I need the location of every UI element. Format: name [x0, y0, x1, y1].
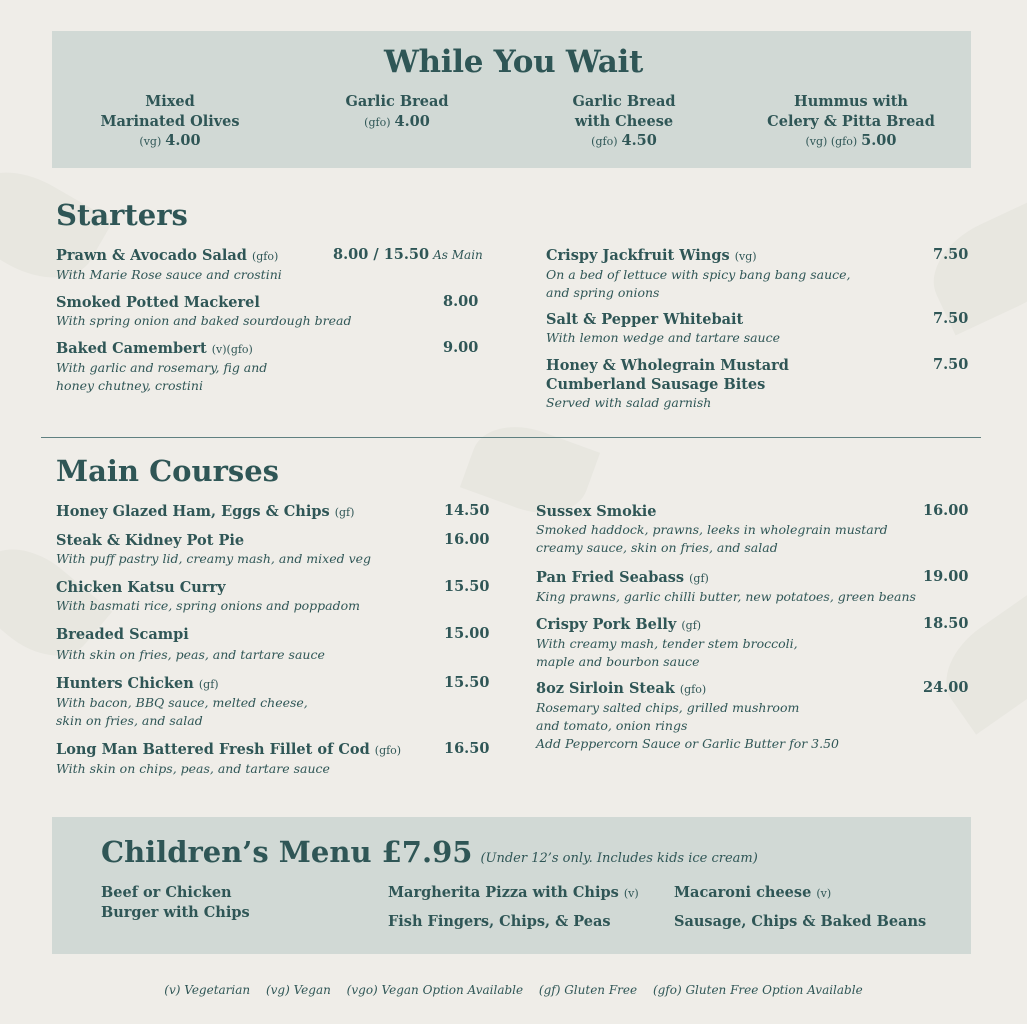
dietary-note: (vg): [734, 250, 757, 263]
menu-item: [56, 740, 401, 778]
item-price: 7.50: [933, 310, 969, 327]
menu-item: [56, 339, 267, 395]
wait-item-price: 4.50: [621, 132, 657, 149]
item-name: Hunters Chicken: [56, 675, 194, 692]
item-description: creamy sauce, skin on fries, and salad: [536, 540, 778, 555]
item-name: Honey & Wholegrain Mustard: [546, 357, 789, 374]
item-description: With skin on fries, peas, and tartare sauce: [56, 647, 325, 662]
legend-item: (v) Vegetarian: [164, 983, 251, 997]
item-name: Crispy Jackfruit Wings: [546, 247, 730, 264]
item-description: Smoked haddock, prawns, leeks in wholegrain mustard: [536, 522, 888, 537]
menu-item: [536, 679, 839, 753]
dietary-note: (gf): [689, 572, 709, 585]
legend-item: (gfo) Gluten Free Option Available: [652, 983, 863, 997]
menu-item: [546, 246, 851, 302]
menu-item: [536, 615, 798, 671]
item-price: 8.00: [443, 293, 479, 310]
item-description: With puff pastry lid, creamy mash, and mixed veg: [56, 551, 372, 566]
dietary-note: (v): [816, 887, 832, 900]
dietary-note: (gf): [198, 678, 219, 691]
childrens-menu-title: [101, 835, 758, 869]
item-price: 15.50: [444, 674, 490, 691]
item-price: 18.50: [923, 615, 969, 632]
kids-item: [388, 912, 611, 932]
item-price: 16.00: [444, 531, 490, 548]
section-divider: [41, 437, 981, 438]
item-price: 7.50: [933, 356, 969, 373]
menu-item: [56, 293, 352, 330]
item-description: With garlic and rosemary, fig and: [56, 360, 268, 375]
menu-item: [56, 674, 308, 730]
item-name: Sussex Smokie: [536, 503, 657, 520]
dietary-note: (gfo): [591, 135, 618, 148]
item-description: and tomato, onion rings: [536, 718, 688, 733]
dietary-note: (vg): [139, 135, 162, 148]
item-name: 8oz Sirloin Steak: [536, 680, 675, 697]
starters-title: Starters: [56, 198, 188, 232]
item-description: Rosemary salted chips, grilled mushroom: [536, 700, 800, 715]
menu-item: [546, 356, 789, 412]
item-description: Add Peppercorn Sauce or Garlic Butter for 3.50: [536, 736, 840, 751]
dietary-note: (gf): [334, 506, 355, 519]
kids-item-name: Fish Fingers, Chips, & Peas: [388, 913, 611, 930]
menu-item: [56, 502, 354, 522]
menu-item: [56, 578, 360, 615]
item-price: 15.00: [444, 625, 490, 642]
item-name: Breaded Scampi: [56, 626, 189, 643]
kids-item-name: Beef or Chicken: [101, 884, 232, 901]
menu-item: [56, 531, 371, 568]
kids-item: [674, 912, 926, 932]
kids-item-name: Macaroni cheese: [674, 884, 812, 901]
item-description: With creamy mash, tender stem broccoli,: [536, 636, 798, 651]
item-name: Baked Camembert: [56, 340, 207, 357]
wait-item-garlic-bread: [282, 92, 512, 132]
dietary-note: (gfo): [374, 744, 402, 757]
menu-item: [56, 625, 325, 664]
item-name: Salt & Pepper Whitebait: [546, 311, 744, 328]
item-description: With Marie Rose sauce and crostini: [56, 267, 282, 282]
dietary-note: (gf): [681, 619, 702, 632]
item-name: Chicken Katsu Curry: [56, 579, 226, 596]
wait-item-price: 4.00: [394, 112, 430, 130]
kids-item: [674, 883, 831, 904]
wait-item-name: with Cheese: [574, 112, 674, 130]
item-description: maple and bourbon sauce: [536, 654, 700, 669]
kids-item-name: Margherita Pizza with Chips: [388, 884, 619, 901]
item-description: King prawns, garlic chilli butter, new potatoes, green beans: [536, 589, 916, 604]
kids-item-name: Burger with Chips: [101, 903, 250, 921]
item-description: and spring onions: [546, 285, 660, 300]
as-main-note: As Main: [433, 248, 483, 262]
item-description: With bacon, BBQ sauce, melted cheese,: [56, 695, 308, 710]
dietary-note: (gfo): [364, 115, 391, 129]
menu-item: [546, 310, 780, 347]
childrens-menu-note: (Under 12’s only. Includes kids ice cream): [480, 851, 758, 866]
wait-item-olives: [55, 92, 285, 152]
wait-item-hummus: [736, 92, 966, 152]
item-name: Steak & Kidney Pot Pie: [56, 532, 245, 549]
wait-item-name: Garlic Bread: [572, 93, 676, 110]
wait-item-price: 4.00: [165, 132, 201, 149]
menu-item: [536, 568, 916, 606]
kids-item-name: Sausage, Chips & Baked Beans: [674, 913, 927, 930]
legend-item: (vg) Vegan: [265, 983, 331, 997]
wait-item-name: Hummus with: [794, 93, 908, 110]
legend-item: (gf) Gluten Free: [538, 983, 638, 997]
item-price: 14.50: [444, 502, 490, 519]
item-price: 24.00: [923, 679, 969, 696]
dietary-note: (gfo): [679, 683, 707, 696]
main-courses-title: Main Courses: [56, 454, 279, 488]
wait-item-name: Garlic Bread: [345, 93, 449, 110]
item-description: With skin on chips, peas, and tartare sauce: [56, 761, 330, 776]
legend-item: (vgo) Vegan Option Available: [346, 983, 524, 997]
menu-item: [536, 502, 888, 557]
wait-item-name: Celery & Pitta Bread: [767, 112, 935, 130]
wait-item-name: Marinated Olives: [100, 112, 240, 130]
wait-item-garlic-bread-cheese: [509, 92, 739, 152]
item-description: skin on fries, and salad: [56, 713, 203, 728]
while-you-wait-title: While You Wait: [384, 44, 643, 80]
dietary-note: (gfo): [251, 250, 279, 263]
item-price: 19.00: [923, 568, 969, 585]
item-name: Honey Glazed Ham, Eggs & Chips: [56, 503, 330, 520]
item-price: 7.50: [933, 246, 969, 263]
item-description: With basmati rice, spring onions and poppadom: [56, 598, 360, 613]
item-name: Smoked Potted Mackerel: [56, 294, 260, 311]
menu-item: [56, 246, 282, 284]
price-value: 8.00 / 15.50: [333, 246, 430, 263]
item-price: 16.50: [444, 740, 490, 757]
background-leaf: [927, 590, 1027, 734]
item-description: With spring onion and baked sourdough bread: [56, 313, 352, 328]
wait-item-name: Mixed: [145, 93, 195, 110]
childrens-menu-heading: Children’s Menu £7.95: [101, 835, 473, 869]
item-price: [333, 246, 483, 263]
item-description: Served with salad garnish: [546, 395, 712, 410]
item-name: Pan Fried Seabass: [536, 569, 685, 586]
item-name: Long Man Battered Fresh Fillet of Cod: [56, 741, 370, 758]
item-price: 15.50: [444, 578, 490, 595]
dietary-legend: [0, 983, 1027, 997]
kids-item: [388, 883, 639, 904]
dietary-note: (vg) (gfo): [805, 135, 858, 148]
item-name: Cumberland Sausage Bites: [546, 376, 766, 393]
dietary-note: (v): [623, 887, 639, 900]
item-description: With lemon wedge and tartare sauce: [546, 330, 781, 345]
item-name: Crispy Pork Belly: [536, 616, 677, 633]
item-description: honey chutney, crostini: [56, 378, 203, 393]
item-name: Prawn & Avocado Salad: [56, 247, 247, 264]
item-price: 9.00: [443, 339, 479, 356]
item-price: 16.00: [923, 502, 969, 519]
item-description: On a bed of lettuce with spicy bang bang sauce,: [546, 267, 851, 282]
wait-item-price: 5.00: [861, 132, 897, 149]
kids-item: [101, 883, 250, 922]
dietary-note: (v)(gfo): [211, 343, 253, 356]
